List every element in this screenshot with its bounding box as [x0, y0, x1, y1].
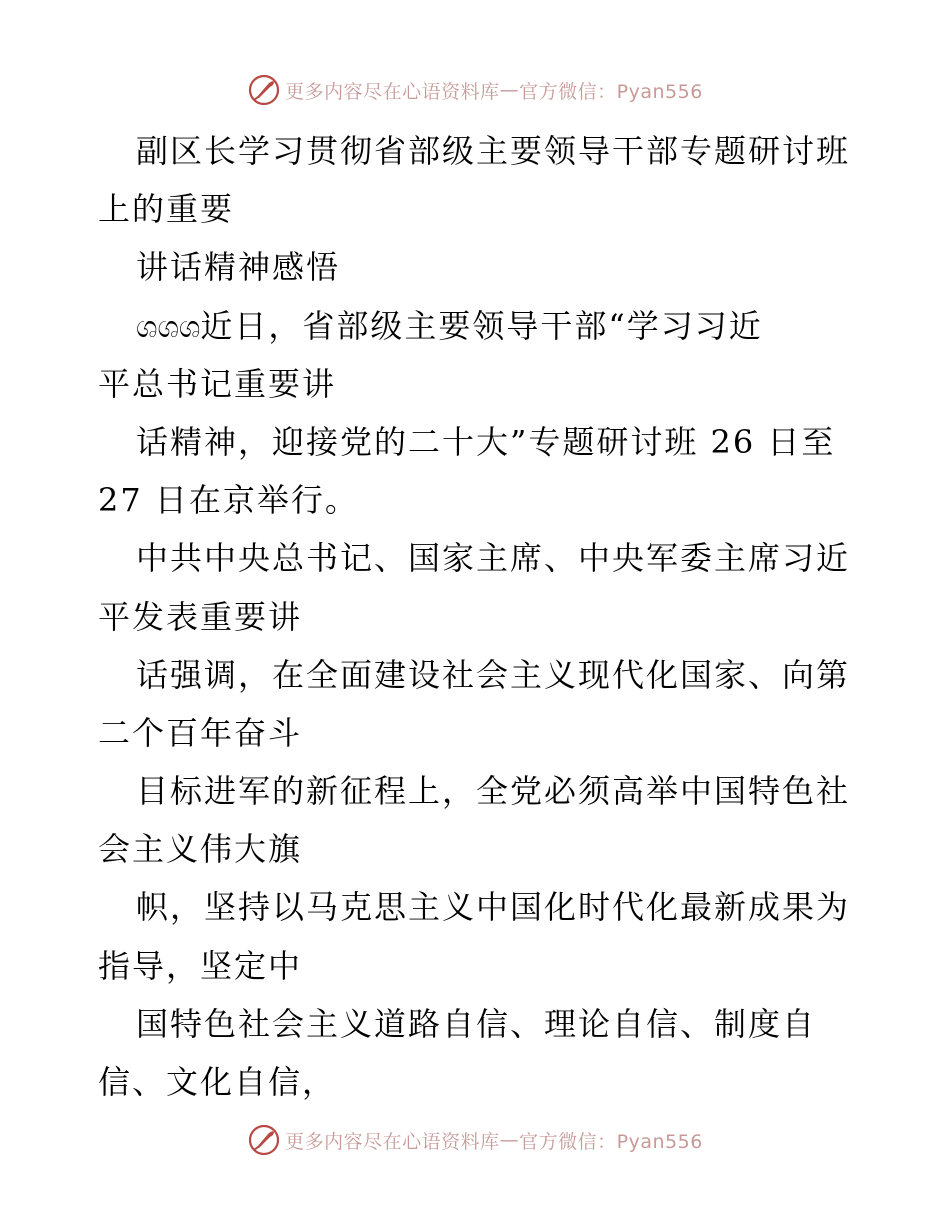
line-text: 会主义伟大旗 [98, 830, 303, 869]
document-line [98, 1053, 858, 1111]
line-text: 信、文化自信， [98, 1063, 337, 1101]
document-line [98, 297, 858, 355]
banner-dash: — [499, 79, 520, 101]
document-line [98, 413, 858, 471]
document-line [98, 588, 858, 646]
document-line [98, 762, 858, 820]
document-line [98, 995, 858, 1053]
line-text: 上的重要 [98, 190, 235, 229]
document-body [98, 122, 858, 1111]
quill-pen-circle-icon [247, 1123, 281, 1157]
line-text: 话强调，在全面建设社会主义现代化国家、向第 [136, 655, 851, 694]
document-line [98, 122, 858, 180]
line-text: 27 日在京举行。 [98, 481, 359, 520]
footer-watermark-banner [0, 1120, 950, 1160]
ornament-glyphs: ශශශ [136, 309, 201, 345]
document-line [98, 529, 858, 587]
document-line [98, 471, 858, 529]
document-line [98, 355, 858, 413]
document-line [98, 704, 858, 762]
document-line [98, 820, 858, 878]
line-text: 副区长学习贯彻省部级主要领导干部专题研讨班 [136, 132, 851, 170]
wechat-text: 官方微信：Pyan556 [519, 1130, 703, 1153]
banner-dash: — [499, 1129, 520, 1151]
document-line [98, 238, 858, 296]
brand-text: 更多内容尽在心语资料库 [285, 1130, 500, 1153]
wechat-text: 官方微信：Pyan556 [519, 80, 703, 103]
line-text: 二个百年奋斗 [98, 713, 303, 752]
line-text: 平总书记重要讲 [98, 364, 337, 403]
header-watermark-banner [0, 70, 950, 110]
brand-text: 更多内容尽在心语资料库 [285, 80, 500, 103]
line-text: 中共中央总书记、国家主席、中央军委主席习近 [136, 539, 851, 578]
document-line [98, 878, 858, 936]
document-line [98, 180, 858, 238]
document-line [98, 937, 858, 995]
line-text: 话精神，迎接党的二十大”专题研讨班 26 日至 [136, 422, 836, 461]
document-line [98, 646, 858, 704]
line-text: 国特色社会主义道路自信、理论自信、制度自 [136, 1004, 817, 1043]
line-text: 近日，省部级主要领导干部“学习习近 [200, 306, 763, 345]
line-text: 目标进军的新征程上，全党必须高举中国特色社 [136, 772, 851, 811]
line-text: 帜，坚持以马克思主义中国化时代化最新成果为 [136, 888, 851, 927]
line-text: 讲话精神感悟 [136, 248, 341, 287]
quill-pen-circle-icon [247, 73, 281, 107]
line-text: 平发表重要讲 [98, 597, 303, 636]
line-text: 指导，坚定中 [98, 946, 303, 985]
